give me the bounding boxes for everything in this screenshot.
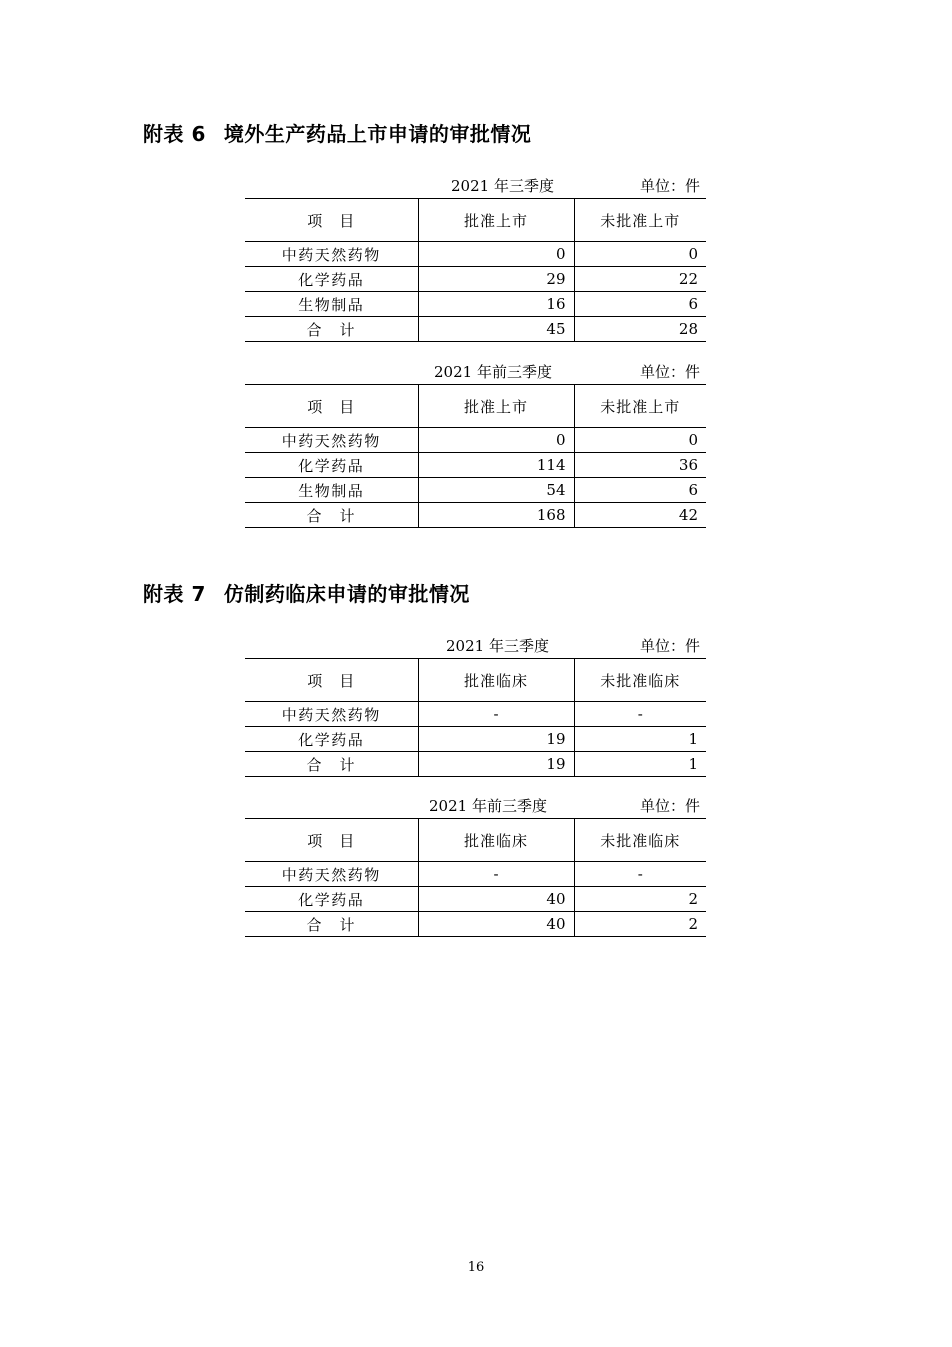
section-7-title-prefix: 附表 7 [143, 582, 206, 606]
page-number: 16 [467, 1260, 485, 1275]
row-label: 合 计 [245, 317, 418, 342]
table-row [245, 292, 706, 317]
cell-approved: 16 [418, 292, 574, 317]
cell-approved: 0 [418, 428, 574, 453]
data-table [245, 385, 706, 528]
header-approved: 批准上市 [418, 385, 574, 428]
section-7-heading [143, 578, 470, 607]
cell-not-approved: - [574, 862, 706, 887]
table-row [245, 862, 706, 887]
table-caption [245, 176, 706, 199]
header-approved: 批准临床 [418, 659, 574, 702]
table-caption [245, 636, 706, 659]
table-row [245, 478, 706, 503]
row-label: 化学药品 [245, 887, 418, 912]
cell-approved: 19 [418, 727, 574, 752]
cell-not-approved: 22 [574, 267, 706, 292]
cell-approved: - [418, 702, 574, 727]
table-row [245, 267, 706, 292]
row-label: 中药天然药物 [245, 242, 418, 267]
header-item: 项 目 [245, 199, 418, 242]
table-row [245, 727, 706, 752]
table-period: 2021 年前三季度 [429, 797, 547, 815]
header-row [245, 659, 706, 702]
table-row-total [245, 317, 706, 342]
table-unit: 单位：件 [639, 797, 700, 815]
cell-not-approved: 0 [574, 242, 706, 267]
cell-not-approved: 42 [574, 503, 706, 528]
table-row-total [245, 503, 706, 528]
table-row [245, 453, 706, 478]
section-6-heading [143, 118, 531, 147]
table-caption [245, 362, 706, 385]
row-label: 中药天然药物 [245, 428, 418, 453]
cell-approved: 114 [418, 453, 574, 478]
row-label: 中药天然药物 [245, 702, 418, 727]
table-row-total [245, 912, 706, 937]
cell-approved: 0 [418, 242, 574, 267]
cell-approved: 19 [418, 752, 574, 777]
cell-approved: 29 [418, 267, 574, 292]
cell-not-approved: 36 [574, 453, 706, 478]
section-7-title-text: 仿制药临床申请的审批情况 [223, 582, 470, 606]
cell-not-approved: 2 [574, 912, 706, 937]
header-not-approved: 未批准临床 [574, 659, 706, 702]
table-row [245, 428, 706, 453]
table-period: 2021 年三季度 [451, 177, 554, 195]
table-row [245, 702, 706, 727]
table-row [245, 887, 706, 912]
cell-approved: 168 [418, 503, 574, 528]
row-label: 化学药品 [245, 267, 418, 292]
header-not-approved: 未批准上市 [574, 385, 706, 428]
row-label: 生物制品 [245, 292, 418, 317]
table-unit: 单位：件 [639, 177, 700, 195]
cell-approved: 40 [418, 912, 574, 937]
row-label: 生物制品 [245, 478, 418, 503]
header-item: 项 目 [245, 819, 418, 862]
header-approved: 批准上市 [418, 199, 574, 242]
row-label: 合 计 [245, 912, 418, 937]
row-label: 中药天然药物 [245, 862, 418, 887]
table-period: 2021 年三季度 [446, 637, 549, 655]
header-approved: 批准临床 [418, 819, 574, 862]
header-item: 项 目 [245, 385, 418, 428]
header-row [245, 385, 706, 428]
table-6-ytd [245, 362, 706, 528]
cell-approved: 54 [418, 478, 574, 503]
row-label: 合 计 [245, 752, 418, 777]
cell-not-approved: - [574, 702, 706, 727]
table-unit: 单位：件 [639, 637, 700, 655]
table-caption [245, 796, 706, 819]
cell-not-approved: 2 [574, 887, 706, 912]
cell-not-approved: 28 [574, 317, 706, 342]
cell-not-approved: 0 [574, 428, 706, 453]
row-label: 合 计 [245, 503, 418, 528]
cell-not-approved: 1 [574, 727, 706, 752]
cell-approved: - [418, 862, 574, 887]
cell-not-approved: 6 [574, 478, 706, 503]
table-7-ytd [245, 796, 706, 937]
header-row [245, 819, 706, 862]
cell-not-approved: 6 [574, 292, 706, 317]
cell-not-approved: 1 [574, 752, 706, 777]
header-not-approved: 未批准临床 [574, 819, 706, 862]
table-7-q3 [245, 636, 706, 777]
table-row [245, 242, 706, 267]
table-unit: 单位：件 [639, 363, 700, 381]
table-row-total [245, 752, 706, 777]
table-period: 2021 年前三季度 [434, 363, 552, 381]
data-table [245, 199, 706, 342]
header-row [245, 199, 706, 242]
section-6-title-prefix: 附表 6 [143, 122, 206, 146]
cell-approved: 40 [418, 887, 574, 912]
row-label: 化学药品 [245, 453, 418, 478]
section-6-title-text: 境外生产药品上市申请的审批情况 [223, 122, 532, 146]
header-item: 项 目 [245, 659, 418, 702]
row-label: 化学药品 [245, 727, 418, 752]
data-table [245, 819, 706, 937]
cell-approved: 45 [418, 317, 574, 342]
header-not-approved: 未批准上市 [574, 199, 706, 242]
table-6-q3 [245, 176, 706, 342]
data-table [245, 659, 706, 777]
